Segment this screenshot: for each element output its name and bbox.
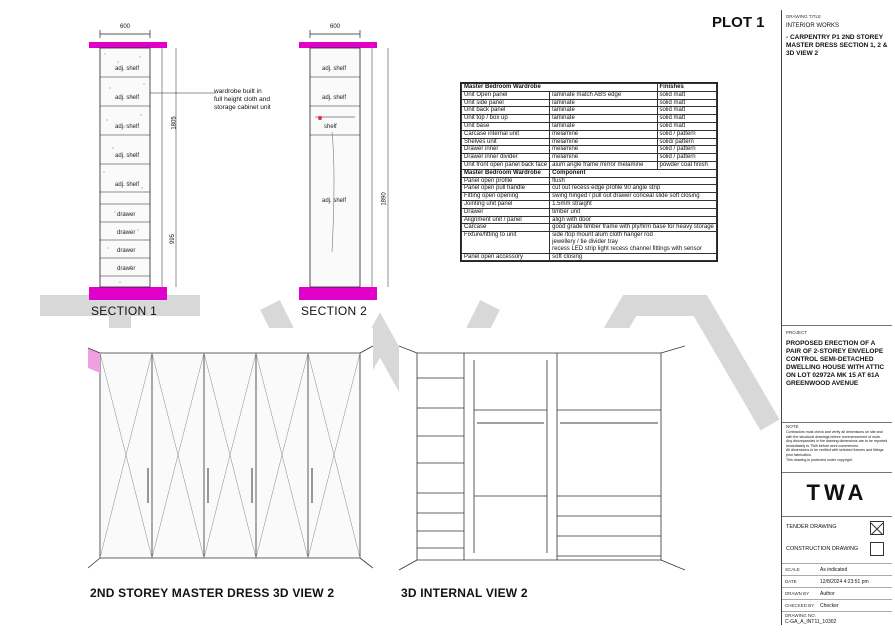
finishes-cell: laminate match ABS edge: [550, 91, 657, 99]
component-row: [462, 177, 717, 185]
section-2-drawing: [290, 22, 410, 302]
callout-leader: [150, 88, 220, 98]
svg-text:adj. shelf: adj. shelf: [115, 124, 140, 130]
component-cell: Panel open pull handle: [462, 185, 550, 193]
finishes-row: [462, 115, 717, 123]
drawing-no-value: C-GA_A_INT11_10302: [785, 619, 837, 625]
finishes-cell: melamine: [550, 138, 657, 146]
finishes-row: [462, 146, 717, 154]
finishes-cell: solid matt: [657, 99, 716, 107]
construction-checkbox[interactable]: [870, 542, 884, 556]
finishes-header-col: Finishes: [657, 84, 716, 92]
finishes-cell: Unit side panel: [462, 99, 550, 107]
tender-checkbox[interactable]: [870, 521, 884, 535]
finishes-cell: melamine: [550, 146, 657, 154]
note-item: This drawing is protected under copyright.: [786, 457, 853, 462]
finishes-cell: solid / pattern: [657, 146, 716, 154]
section-1-overall-dim: 1805: [171, 116, 178, 130]
finishes-row: [462, 138, 717, 146]
component-cell: Alignment unit / panel: [462, 216, 550, 224]
component-cell: soft closing: [550, 253, 717, 261]
drawing-title: - CARPENTRY P1 2ND STOREY MASTER DRESS SECTION 1, 2 & 3D VIEW 2: [786, 34, 888, 57]
component-row: [462, 193, 717, 201]
finishes-cell: alum angle frame mirror melamine: [550, 161, 657, 169]
note-label: NOTE: [786, 424, 799, 429]
discipline: INTERIOR WORKS: [786, 23, 840, 29]
finishes-cell: Drawer inner: [462, 146, 550, 154]
notes-list: [786, 430, 888, 462]
component-cell: good grade timber frame with ply/firm base for heavy storage: [550, 224, 717, 232]
finishes-cell: solid matt: [657, 115, 716, 123]
view-1-label: 2ND STOREY MASTER DRESS 3D VIEW 2: [90, 586, 335, 600]
date-label: DATE: [785, 579, 797, 584]
project-title: PROPOSED ERECTION OF A PAIR OF 2-STOREY ENVELOPE CONTROL SEMI-DETACHED DWELLING HOUSE WITH ATTIC ON LOT 02972A MK 15 AT 61A GREENWOOD AVENUE: [786, 340, 885, 387]
svg-text:adj. shelf: adj. shelf: [115, 95, 140, 101]
finishes-cell: Shelves unit: [462, 138, 550, 146]
finishes-row: [462, 99, 717, 107]
component-row: [462, 200, 717, 208]
component-header-col: Component: [550, 169, 717, 177]
component-cell: Jointing unit panel: [462, 200, 550, 208]
title-block: [781, 10, 892, 625]
finishes-row: [462, 154, 717, 162]
svg-text:adj. shelf: adj. shelf: [115, 66, 140, 72]
finishes-cell: laminate: [550, 115, 657, 123]
plot-title: PLOT 1: [712, 14, 765, 31]
component-cell: side /top mount alum cloth hanger rod jewellery / tie divider tray recess LED strip light recess channel fittings with sensor: [550, 232, 717, 253]
drawn-by-value: Author: [820, 591, 835, 597]
scale-label: SCALE: [785, 567, 800, 572]
component-cell: Panel open profile: [462, 177, 550, 185]
component-row: [462, 208, 717, 216]
3d-view-2-drawing: [399, 328, 685, 580]
svg-text:drawer: drawer: [117, 230, 136, 236]
component-cell: swing hinged / pull out drawer conceal slide soft closing: [550, 193, 717, 201]
component-cell: Drawer: [462, 208, 550, 216]
component-row: [462, 185, 717, 193]
section-2-width-dim: 600: [330, 24, 341, 30]
svg-text:drawer: drawer: [117, 266, 136, 272]
finishes-cell: solid matt: [657, 91, 716, 99]
svg-text:adj. shelf: adj. shelf: [322, 95, 347, 101]
finishes-cell: Unit Open panel: [462, 91, 550, 99]
finishes-cell: solid/ pattern: [657, 138, 716, 146]
component-row: [462, 253, 717, 261]
drawn-by-label: DRAWN BY: [785, 591, 810, 596]
finishes-row: [462, 107, 717, 115]
section-2-overall-dim: 1890: [381, 192, 388, 206]
drawing-title-label: DRAWING TITLE: [786, 14, 822, 19]
svg-text:adj. shelf: adj. shelf: [322, 66, 347, 72]
section-1-label: SECTION 1: [91, 304, 158, 318]
finishes-cell: solid matt: [657, 107, 716, 115]
svg-text:adj. shelf: adj. shelf: [322, 198, 347, 204]
date-value: 12/8/2024 4:23:51 pm: [820, 579, 869, 585]
section-1-lower-dim: 995: [170, 233, 177, 245]
component-cell: timber unit: [550, 208, 717, 216]
svg-text:drawer: drawer: [117, 212, 136, 218]
3d-view-1-drawing: [88, 328, 373, 580]
note-item: All dimensions to be verified with selected fixtures and fittings prior fabrication.: [786, 448, 884, 457]
wardrobe-callout: wardrobe built in full height cloth and storage cabinet unit: [214, 88, 271, 111]
component-row: [462, 232, 717, 253]
finishes-cell: melamine: [550, 154, 657, 162]
finishes-cell: Carcase internal unit: [462, 130, 550, 138]
twa-logo: TWA: [806, 480, 868, 505]
finishes-cell: Drawer inner divider: [462, 154, 550, 162]
finishes-row: [462, 130, 717, 138]
finishes-cell: solid matt: [657, 122, 716, 130]
component-cell: Fixture/fitting to unit: [462, 232, 550, 253]
section-1-width-dim: 600: [120, 24, 131, 30]
scale-value: As indicated: [820, 567, 848, 573]
finishes-cell: laminate: [550, 122, 657, 130]
svg-text:adj. shelf: adj. shelf: [115, 153, 140, 159]
component-cell: cut out recess edge profile 90 angle strip: [550, 185, 717, 193]
finishes-cell: powder coat finish: [657, 161, 716, 169]
finishes-header-item: Master Bedroom Wardrobe: [462, 84, 658, 92]
finishes-cell: laminate: [550, 107, 657, 115]
component-cell: flush: [550, 177, 717, 185]
finishes-row: [462, 161, 717, 169]
finishes-cell: solid / pattern: [657, 130, 716, 138]
view-2-label: 3D INTERNAL VIEW 2: [401, 586, 528, 600]
spec-table: [460, 82, 718, 262]
note-item: Any discrepancies in the drawing dimensions are to be reported immediately to TWA before work commences.: [786, 439, 888, 448]
finishes-cell: Unit base: [462, 122, 550, 130]
finishes-cell: Unit front open panel back face: [462, 161, 550, 169]
component-cell: Carcase: [462, 224, 550, 232]
drawing-no-label: DRAWING NO.: [785, 613, 816, 618]
svg-text:adj. shelf: adj. shelf: [115, 182, 140, 188]
finishes-cell: laminate: [550, 99, 657, 107]
checked-by-value: Checker: [820, 603, 839, 609]
finishes-cell: melamine: [550, 130, 657, 138]
finishes-row: [462, 91, 717, 99]
checked-by-label: CHECKED BY: [785, 603, 815, 608]
component-cell: align with door: [550, 216, 717, 224]
construction-drawing-label: CONSTRUCTION DRAWING: [786, 546, 859, 552]
finishes-cell: solid / pattern: [657, 154, 716, 162]
finishes-cell: Unit back panel: [462, 107, 550, 115]
tender-drawing-label: TENDER DRAWING: [786, 524, 837, 530]
component-cell: Panel open accessory: [462, 253, 550, 261]
component-cell: 1.5mm straight: [550, 200, 717, 208]
note-item: Contractors must check and verify all dimensions on site and with the structural drawings before commencement of work.: [786, 430, 883, 439]
component-cell: Fitting open opening: [462, 193, 550, 201]
section-2-label: SECTION 2: [301, 304, 368, 318]
component-row: [462, 224, 717, 232]
component-header-item: Master Bedroom Wardrobe: [462, 169, 550, 177]
finishes-row: [462, 122, 717, 130]
project-label: PROJECT: [786, 330, 808, 335]
section-1-drawing: [80, 22, 220, 302]
svg-text:shelf: shelf: [324, 124, 337, 130]
svg-text:drawer: drawer: [117, 248, 136, 254]
component-row: [462, 216, 717, 224]
finishes-cell: Unit top / box up: [462, 115, 550, 123]
